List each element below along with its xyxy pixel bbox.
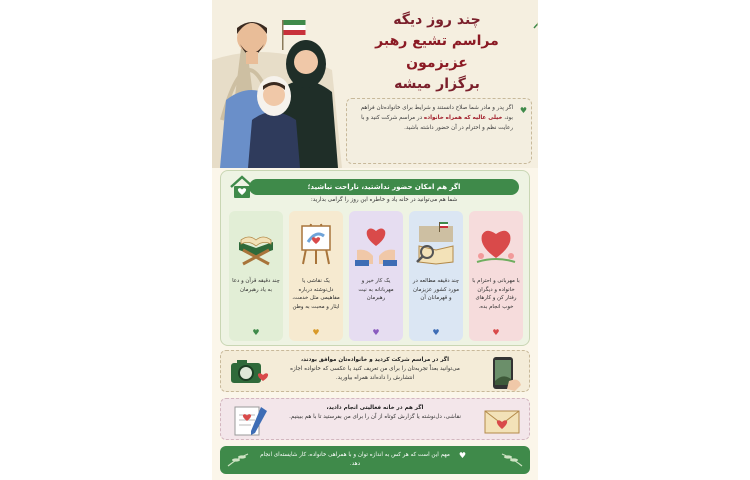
activity-cards	[229, 211, 523, 341]
notebook-pencil-icon	[231, 403, 271, 441]
footer-banner	[220, 446, 530, 474]
home-activity-note-body: نقاشی، دل‌نوشته یا گزارش کوتاه از آن را برای من بفرستید تا با هم ببینیم.	[289, 414, 461, 420]
heart-icon: ♥	[252, 327, 260, 337]
heart-icon: ♥	[492, 327, 500, 337]
intro-box	[346, 98, 532, 164]
phone-photo-icon	[489, 355, 523, 395]
footer-text: مهم این است که هر کس به اندازه توان و با همراهی خانواده، کار شایسته‌ای انجام دهد.	[260, 452, 450, 467]
book-magnifier-icon	[412, 211, 460, 275]
camera-icon	[229, 357, 269, 391]
section-banner: اگر هم امکان حضور نداشتید، ناراحت نباشید؛	[249, 179, 519, 195]
title-line-2: مراسم تشیع رهبر عزیزمون	[375, 33, 499, 71]
home-activities-section	[220, 170, 530, 346]
intro-text-2: در مراسم شرکت کنید و با رعایت نظم و احترام در آن حضور داشته باشید.	[361, 115, 513, 131]
home-activity-note	[220, 398, 530, 440]
easel-painting-icon	[292, 211, 340, 275]
envelope-heart-icon	[483, 407, 523, 439]
title-line-3: برگزار میشه	[394, 76, 480, 92]
intro-highlight: خیلی عالیه که همراه خانواده	[423, 115, 503, 121]
card-text: با مهربانی و احترام با خانواده و دیگران رفتار کن و کارهای خوب انجام بده.	[472, 278, 520, 310]
home-activity-note-head: اگر هم در خانه فعالیتی انجام دادید،	[326, 405, 424, 411]
leaf-icon	[500, 452, 524, 472]
activity-card-study	[409, 211, 463, 341]
leaf-icon	[226, 452, 250, 472]
card-text: یک نقاشی یا دل‌نوشته درباره مفاهیمی مثل خدمت، ایثار و محبت به وطن	[292, 278, 340, 310]
hero-illustration	[212, 0, 538, 168]
activity-card-kindness	[469, 211, 523, 341]
heart-flowers-icon	[472, 211, 520, 275]
card-text: چند دقیقه مطالعه در مورد کشور عزیزمان و قهرمانان آن	[412, 278, 460, 301]
intro-text-1: اگر پدر و مادر شما صلاح دانستند و شرایط برای خانواده‌تان فراهم بود،	[360, 105, 513, 121]
heart-icon: ♥	[372, 327, 380, 337]
heart-icon: ♥	[458, 451, 466, 460]
poster	[212, 0, 538, 480]
section-subtitle: شما هم می‌توانید در خانه یاد و خاطره این روز را گرامی بدارید:	[310, 197, 458, 203]
activity-card-charity	[349, 211, 403, 341]
heart-icon: ♥	[312, 327, 320, 337]
card-text: چند دقیقه قرآن و دعا به یاد رهبرمان	[232, 278, 280, 293]
page-title	[344, 10, 530, 94]
attendance-note-body: می‌توانید بعداً تجربه‌تان را برای من تعریف کنید یا عکسی که خانواده اجازه انتشارش را داده‌اند همراه بیاورید.	[290, 366, 460, 381]
heart-icon: ♥	[432, 327, 440, 337]
activity-card-quran	[229, 211, 283, 341]
title-line-1: چند روز دیگه	[393, 12, 481, 28]
hands-heart-icon	[352, 211, 400, 275]
card-text: یک کار خیر و مهربانانه به نیت رهبرمان	[358, 278, 394, 301]
heart-icon: ♥	[519, 106, 527, 115]
activity-card-painting	[289, 211, 343, 341]
attendance-note-head: اگر در مراسم شرکت کردید و خانواده‌تان موافق بودند،	[301, 357, 449, 363]
attendance-note	[220, 350, 530, 392]
quran-stand-icon	[232, 211, 280, 275]
